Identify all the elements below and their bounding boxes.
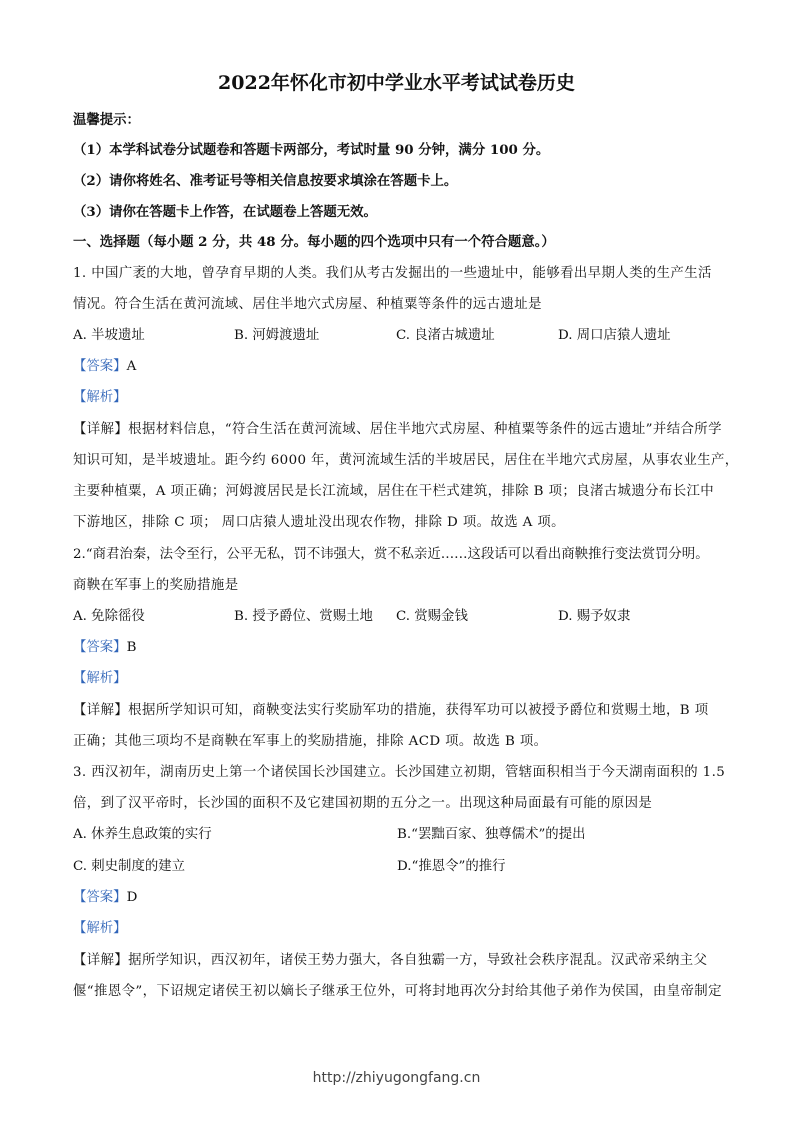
answer-label: 【答案】 (73, 359, 127, 374)
tips-heading: 温馨提示： (73, 112, 140, 128)
question-stem: 1. 中国广袤的大地，曾孕育早期的人类。我们从考古发掘出的一些遗址中，能够看出早期人类的生产生活 (73, 266, 712, 281)
page-title: 2022年怀化市初中学业水平考试试卷历史 (218, 72, 575, 94)
question-stem: 商鞅在军事上的奖励措施是 (73, 578, 239, 593)
detail-line: 偃“推恩令”，下诏规定诸侯王初以嫡长子继承王位外，可将封地再次分封给其他子弟作为侯国，由皇帝制定 (73, 984, 722, 999)
question-stem: 3. 西汉初年，湖南历史上第一个诸侯国长沙国建立。长沙国建立初期，管辖面积相当于今天湖南面积的 1.5 (73, 765, 726, 780)
option-c: C. 赏赐金钱 (396, 609, 468, 624)
detail-label: 【详解】 (73, 422, 129, 437)
option-c: C. 良渚古城遗址 (396, 328, 495, 343)
question-stem: 情况。符合生活在黄河流域、居住半地穴式房屋、种植粟等条件的远古遗址是 (73, 297, 542, 312)
footer-url[interactable]: http://zhiyugongfang.cn (312, 1070, 481, 1086)
detail-label: 【详解】 (73, 953, 129, 968)
detail-line: 【详解】据所学知识，西汉初年，诸侯王势力强大，各自独霸一方，导致社会秩序混乱。汉武帝采纳主父 (73, 953, 708, 968)
option-b: B. 授予爵位、赏赐土地 (234, 609, 373, 624)
analysis-label: 【解析】 (73, 671, 127, 686)
answer-line (73, 888, 137, 908)
tip-item: （2）请你将姓名、准考证号等相关信息按要求填涂在答题卡上。 (73, 173, 458, 189)
option-d: D. 赐予奴隶 (558, 609, 631, 624)
answer-value: A (126, 359, 137, 374)
detail-line: 知识可知，是半坡遗址。距今约 6000 年，黄河流域生活的半坡居民，居住在半地穴式房屋，从事农业生产， (73, 453, 739, 468)
option-d: D. 周口店猿人遗址 (558, 328, 671, 343)
detail-line: 下游地区，排除 C 项； 周口店猿人遗址没出现农作物，排除 D 项。故选 A 项。 (73, 515, 565, 530)
analysis-label: 【解析】 (73, 921, 127, 936)
tip-item: （1）本学科试卷分试题卷和答题卡两部分，考试时量 90 分钟，满分 100 分。 (73, 142, 550, 158)
answer-value: B (126, 640, 137, 655)
question-stem: 倍，到了汉平帝时，长沙国的面积不及它建国初期的五分之一。出现这种局面最有可能的原因是 (73, 796, 653, 811)
tip-item: （3）请你在答题卡上作答，在试题卷上答题无效。 (73, 204, 377, 220)
analysis-label: 【解析】 (73, 390, 127, 405)
detail-line: 正确；其他三项均不是商鞅在军事上的奖励措施，排除 ACD 项。故选 B 项。 (73, 734, 548, 749)
option-a: A. 半坡遗址 (73, 328, 145, 343)
section-heading: 一、选择题（每小题 2 分，共 48 分。每小题的四个选项中只有一个符合题意。） (73, 234, 555, 250)
detail-line: 主要种植粟，A 项正确；河姆渡居民是长江流域，居住在干栏式建筑，排除 B 项；良渚古城遗分布长江中 (73, 484, 715, 499)
answer-line (73, 357, 136, 377)
option-a: A. 休养生息政策的实行 (73, 827, 212, 842)
answer-label: 【答案】 (73, 890, 127, 905)
detail-line: 【详解】根据材料信息，“符合生活在黄河流域、居住半地穴式房屋、种植粟等条件的远古遗址”并结合所学 (73, 422, 722, 437)
answer-value: D (126, 890, 138, 905)
option-b: B. 河姆渡遗址 (234, 328, 320, 343)
detail-line: 【详解】根据所学知识可知，商鞅变法实行奖励军功的措施，获得军功可以被授予爵位和赏赐土地，B 项 (73, 703, 709, 718)
option-a: A. 免除徭役 (73, 609, 145, 624)
answer-line (73, 638, 136, 658)
option-d: D.“推恩令”的推行 (397, 859, 506, 874)
detail-label: 【详解】 (73, 703, 129, 718)
option-c: C. 刺史制度的建立 (73, 859, 186, 874)
answer-label: 【答案】 (73, 640, 127, 655)
option-b: B.“罢黜百家、独尊儒术”的提出 (397, 827, 586, 842)
question-stem: 2.“商君治秦，法令至行，公平无私，罚不讳强大，赏不私亲近……这段话可以看出商鞅推行变法赏罚分明。 (73, 547, 709, 562)
